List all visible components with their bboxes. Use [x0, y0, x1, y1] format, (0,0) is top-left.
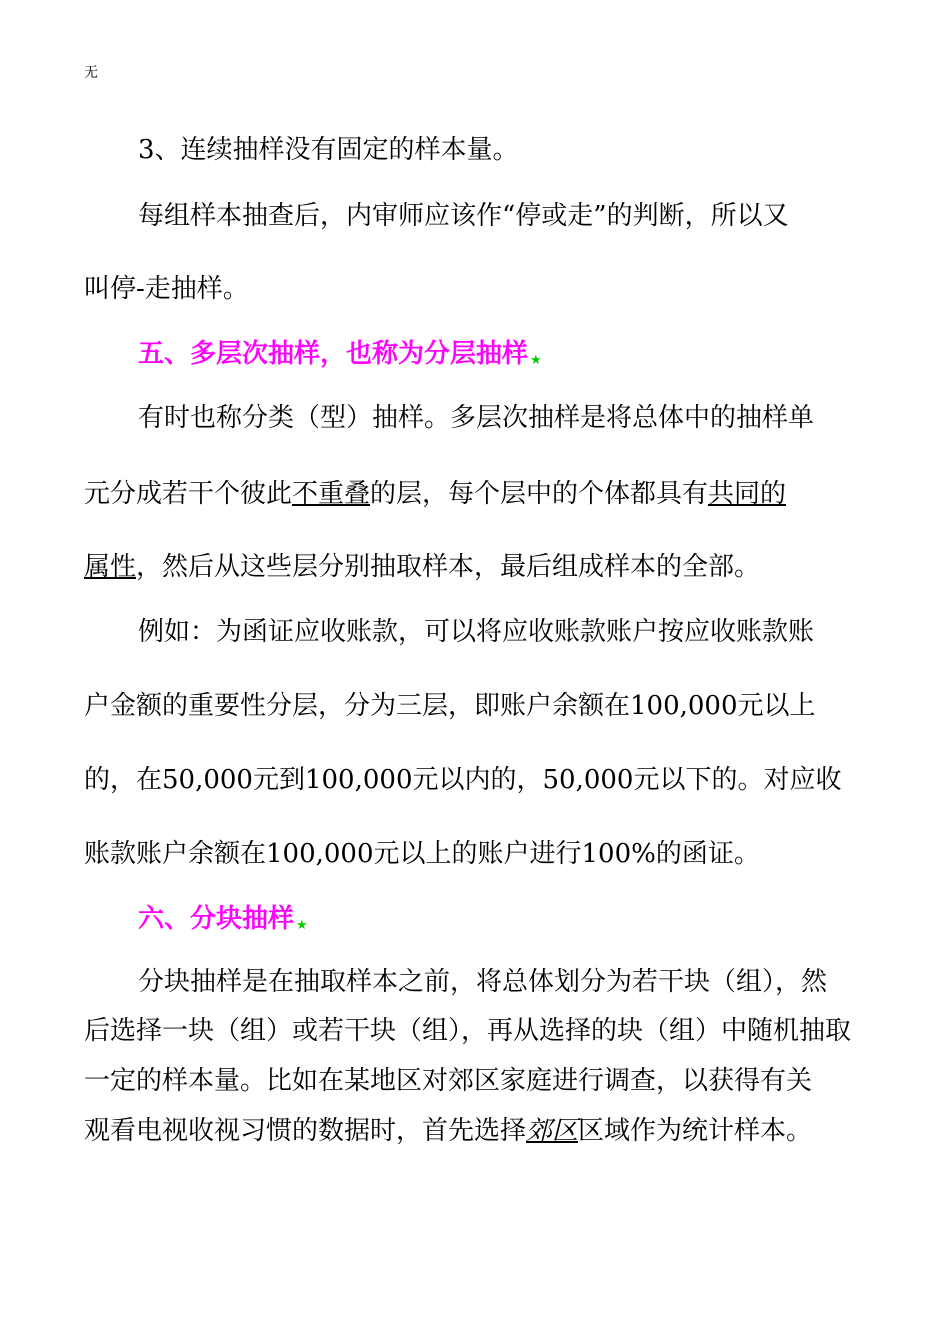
underlined-term-common: 共同的 — [708, 479, 787, 509]
section-heading-stratified-text: 五、多层次抽样，也称为分层抽样 — [138, 339, 529, 369]
paragraph-stop-go-line2: 叫停-走抽样。 — [84, 274, 249, 304]
text-segment: 区域作为统计样本。 — [578, 1116, 813, 1146]
paragraph-example-line3: 的，在50,000元到100,000元以内的，50,000元以下的。对应收 — [84, 765, 842, 795]
text-segment: 的层，每个层中的个体都具有 — [370, 479, 709, 509]
text-segment: ，然后从这些层分别抽取样本，最后组成样本的全部。 — [136, 552, 761, 582]
underlined-term-non-overlapping: 不重叠 — [292, 479, 371, 509]
section-heading-cluster — [138, 906, 308, 939]
paragraph-stratified-line3 — [84, 554, 870, 580]
paragraph-cluster-line2: 后选择一块（组）或若干块（组），再从选择的块（组）中随机抽取 — [84, 1016, 852, 1046]
page-header: 无 — [84, 65, 98, 81]
paragraph-cluster-line4 — [84, 1118, 870, 1144]
paragraph-example-line1: 例如：为函证应收账款，可以将应收账款账户按应收账款账 — [138, 617, 815, 647]
paragraph-example-line4: 账款账户余额在100,000元以上的账户进行100%的函证。 — [84, 839, 760, 869]
underlined-term-attribute: 属性 — [84, 552, 137, 582]
text-segment: 观看电视收视习惯的数据时，首先选择 — [84, 1116, 527, 1146]
section-heading-cluster-text: 六、分块抽样 — [138, 904, 295, 934]
text-segment: 元分成若干个彼此 — [84, 479, 293, 509]
paragraph-continuous-sampling: 3、连续抽样没有固定的样本量。 — [138, 135, 519, 165]
paragraph-stop-go-line1: 每组样本抽查后，内审师应该作“停或走”的判断，所以又 — [138, 201, 789, 231]
paragraph-stratified-line1: 有时也称分类（型）抽样。多层次抽样是将总体中的抽样单 — [138, 403, 815, 433]
star-icon: ★ — [296, 918, 308, 933]
underlined-term-suburb: 郊区 — [526, 1116, 579, 1146]
section-heading-stratified — [138, 341, 542, 374]
star-icon: ★ — [530, 353, 542, 368]
paragraph-example-line2: 户金额的重要性分层，分为三层，即账户余额在100,000元以上 — [84, 691, 816, 721]
paragraph-stratified-line2 — [84, 481, 870, 507]
paragraph-cluster-line3: 一定的样本量。比如在某地区对郊区家庭进行调查，以获得有关 — [84, 1066, 813, 1096]
paragraph-cluster-line1: 分块抽样是在抽取样本之前，将总体划分为若干块（组），然 — [138, 967, 828, 997]
